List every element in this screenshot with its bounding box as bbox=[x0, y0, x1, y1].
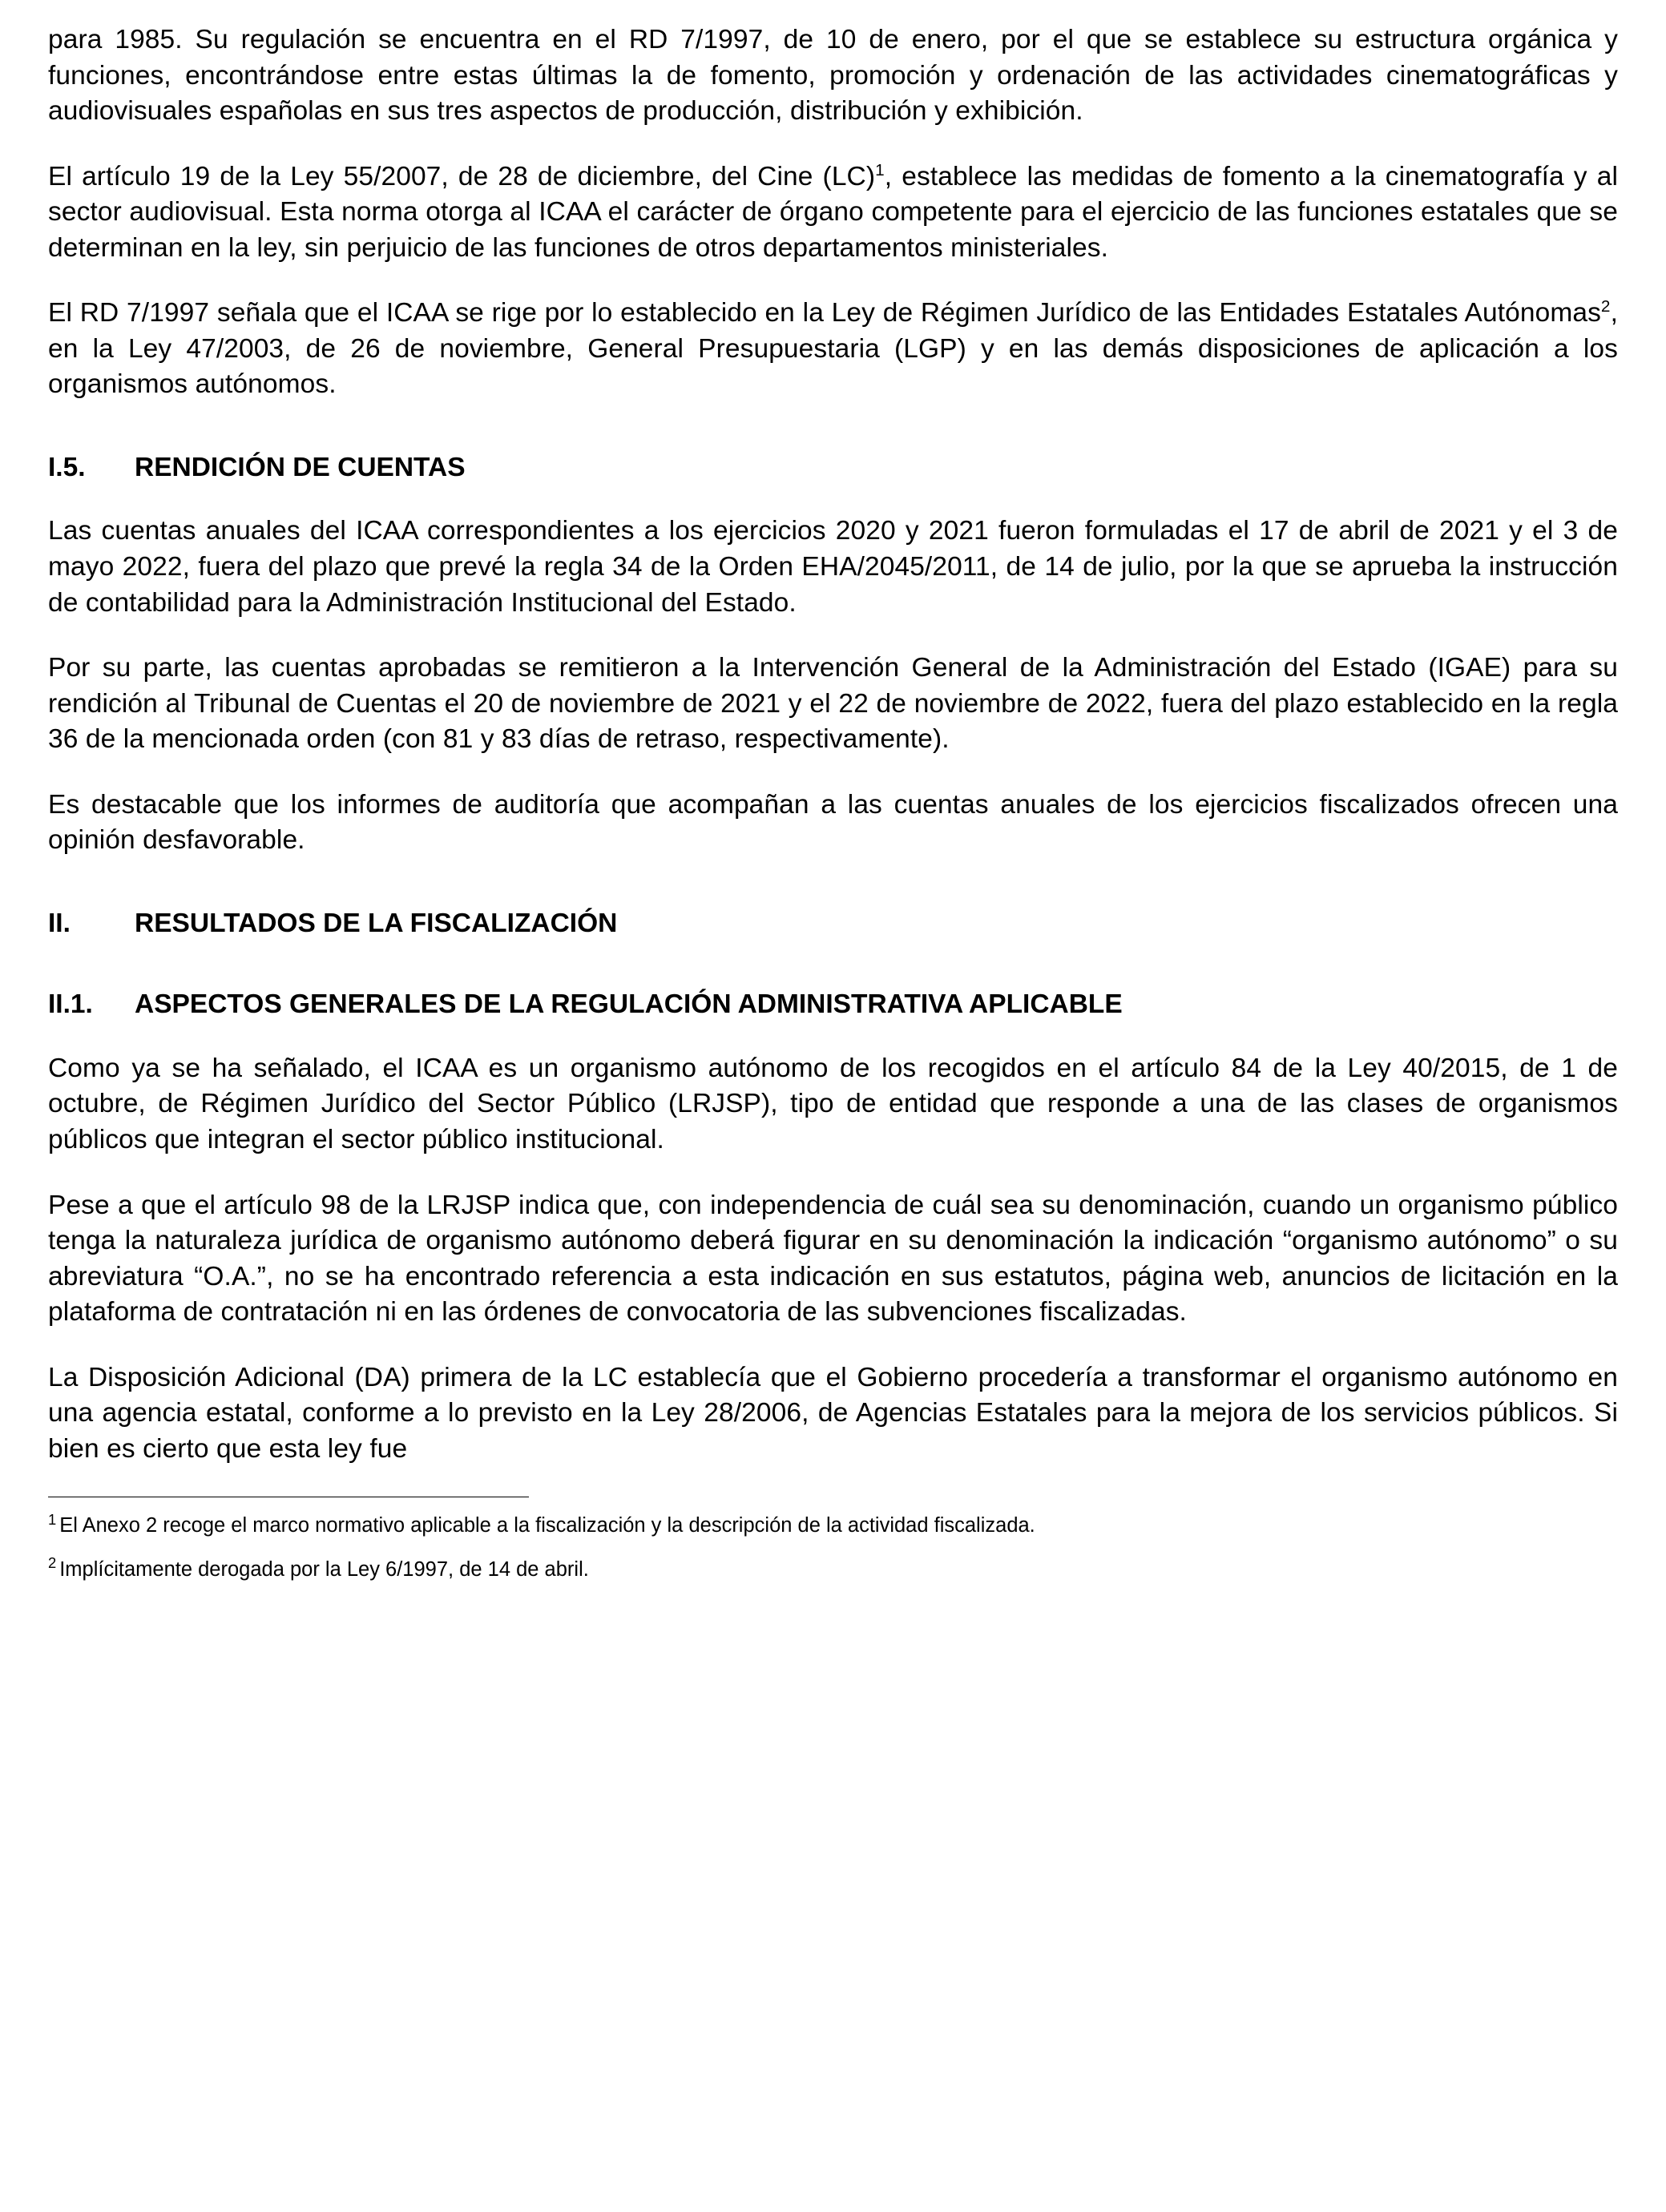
heading-title: RENDICIÓN DE CUENTAS bbox=[135, 452, 466, 482]
heading-title: RESULTADOS DE LA FISCALIZACIÓN bbox=[135, 908, 618, 938]
paragraph-text-part: El RD 7/1997 señala que el ICAA se rige por lo establecido en la Ley de Régimen Jurídico de las Entidades Estatales Autónomas bbox=[48, 298, 1601, 328]
paragraph-articulo-19-lc bbox=[48, 159, 1618, 267]
footnote-text: El Anexo 2 recoge el marco normativo aplicable a la fiscalización y la descripción de la actividad fiscalizada. bbox=[59, 1514, 1035, 1537]
paragraph-rd-7-1997 bbox=[48, 296, 1618, 403]
heading-number: II.1. bbox=[48, 989, 93, 1020]
footnotes-section bbox=[48, 1497, 1618, 1583]
paragraph-organismo-autonomo: Como ya se ha señalado, el ICAA es un organismo autónomo de los recogidos en el artículo 84 de la Ley 40/2015, de 1 de octubre, de Régimen Jurídico del Sector Público (LRJSP), tipo de entidad que responde a una de las clases de organismos públicos que integran el sector público institucional. bbox=[48, 1053, 1618, 1155]
paragraph-cuentas-anuales: Las cuentas anuales del ICAA correspondientes a los ejercicios 2020 y 2021 fueron formuladas el 17 de abril de 2021 y el 3 de mayo 2022, fuera del plazo que prevé la regla 34 de la Orden EHA/2045/2011, de 14 de julio, por la que se aprueba la instrucción de contabilidad para la Administración Institucional del Estado. bbox=[48, 516, 1618, 618]
paragraph-text-part: El artículo 19 de la Ley 55/2007, de 28 de diciembre, del Cine (LC) bbox=[48, 161, 876, 191]
heading-ii1-aspectos-generales bbox=[48, 987, 1618, 1022]
heading-number: I.5. bbox=[48, 452, 86, 482]
footnote-ref-1: 1 bbox=[875, 160, 885, 179]
footnote-1 bbox=[48, 1512, 1618, 1539]
paragraph-disposicion-adicional: La Disposición Adicional (DA) primera de la LC establecía que el Gobierno procedería a transformar el organismo autónomo en una agencia estatal, conforme a lo previsto en la Ley 28/2006, de Agencias Estatales para la mejora de los servicios públicos. Si bien es cierto que esta ley fue bbox=[48, 1362, 1618, 1464]
heading-title: ASPECTOS GENERALES DE LA REGULACIÓN ADMINISTRATIVA APLICABLE bbox=[135, 989, 1123, 1020]
heading-ii-resultados-fiscalizacion bbox=[48, 906, 1618, 941]
heading-spacer bbox=[48, 888, 1618, 906]
footnote-2 bbox=[48, 1556, 1618, 1583]
footnote-marker: 1 bbox=[48, 1510, 57, 1528]
paragraph-opinion-desfavorable: Es destacable que los informes de auditoría que acompañan a las cuentas anuales de los ejercicios fiscalizados ofrecen una opinión desfavorable. bbox=[48, 789, 1618, 856]
paragraph-text-part: , establece las medidas de fomento a la cinematografía y al sector audiovisual. Esta norma otorga al ICAA el carácter de órgano competente para el ejercicio de las funciones estatales que se determinan en la ley, sin perjuicio de las funciones de otros departamentos ministeriales. bbox=[48, 161, 1618, 263]
paragraph-articulo-98-lrjsp: Pese a que el artículo 98 de la LRJSP indica que, con independencia de cuál sea su denominación, cuando un organismo público tenga la naturaleza jurídica de organismo autónomo deberá figurar en su denominación la indicación “organismo autónomo” o su abreviatura “O.A.”, no se ha encontrado referencia a esta indicación en sus estatutos, página web, anuncios de licitación en la plataforma de contratación ni en las órdenes de convocatoria de las subvenciones fiscalizadas. bbox=[48, 1190, 1618, 1328]
heading-i5-rendicion-de-cuentas bbox=[48, 450, 1618, 486]
footnote-ref-2: 2 bbox=[1600, 297, 1611, 316]
paragraph-icaa-regulacion: para 1985. Su regulación se encuentra en el RD 7/1997, de 10 de enero, por el que se establece su estructura orgánica y funciones, encontrándose entre estas últimas la de fomento, promoción y ordenación de las actividades cinematográficas y audiovisuales españolas en sus tres aspectos de producción, distribución y exhibición. bbox=[48, 25, 1618, 127]
paragraph-text-part: , en la Ley 47/2003, de 26 de noviembre, General Presupuestaria (LGP) y en las demás disposiciones de aplicación a los organismos autónomos. bbox=[48, 298, 1618, 400]
footnote-marker: 2 bbox=[48, 1554, 57, 1572]
heading-number: II. bbox=[48, 908, 71, 938]
heading-spacer bbox=[48, 969, 1618, 987]
footnote-text: Implícitamente derogada por la Ley 6/1997, de 14 de abril. bbox=[59, 1557, 589, 1581]
paragraph-cuentas-remision-igae: Por su parte, las cuentas aprobadas se remitieron a la Intervención General de la Administración del Estado (IGAE) para su rendición al Tribunal de Cuentas el 20 de noviembre de 2021 y el 22 de noviembre de 2022, fuera del plazo establecido en la regla 36 de la mencionada orden (con 81 y 83 días de retraso, respectivamente). bbox=[48, 653, 1618, 755]
heading-spacer bbox=[48, 433, 1618, 450]
